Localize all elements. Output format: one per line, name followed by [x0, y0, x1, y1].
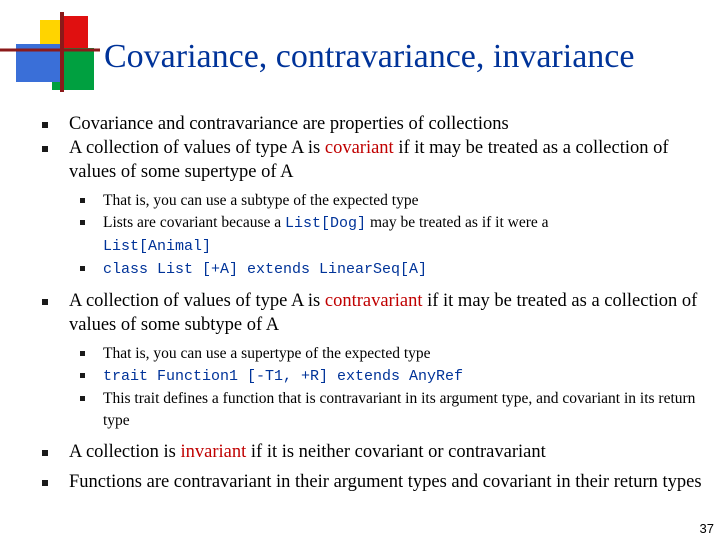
slide-title: Covariance, contravariance, invariance [104, 38, 635, 75]
bullet-marker [42, 299, 48, 305]
bullet-text: Covariance and contravariance are properties of collections [69, 114, 509, 134]
logo-red-square [60, 16, 88, 50]
bullet-text-pre: A collection of values of type A is [69, 291, 325, 311]
subbullet-text: This trait defines a function that is contravariant in its argument type, and covariant in its return type [103, 390, 696, 429]
bullet-covariance-definition [0, 112, 720, 136]
subbullet-list-class-code [0, 258, 720, 281]
bullet-marker [42, 122, 48, 128]
bullet-marker [80, 266, 85, 271]
subbullet-trait-description [0, 388, 720, 432]
bullet-text-pre: A collection is [69, 442, 181, 462]
subbullet-text-pre: Lists are covariant because a [103, 214, 286, 231]
bullet-marker [80, 373, 85, 378]
bullet-contravariant [0, 289, 720, 337]
code-trait-function1: trait Function1 [-T1, +R] extends AnyRef [103, 368, 464, 385]
page-number: 37 [699, 521, 714, 536]
keyword-invariant: invariant [180, 442, 247, 462]
slide-content [0, 112, 720, 494]
bullet-text-post: if it is neither covariant or contravariant [246, 442, 546, 462]
subbullet-text-mid: may be treated as if it were a [366, 214, 549, 231]
code-list-animal: List[Animal] [103, 238, 212, 255]
subbullet-text: That is, you can use a supertype of the expected type [103, 345, 431, 362]
keyword-contravariant: contravariant [324, 291, 423, 311]
subbullet-contravariant-supertype [0, 343, 720, 365]
bullet-text-post: if it may be treated as a collection of values of some subtype of A [69, 291, 698, 335]
bullet-marker [80, 351, 85, 356]
bullet-text-pre: A collection of values of type A is [69, 138, 325, 158]
subbullet-lists-covariant [0, 212, 720, 258]
bullet-marker [42, 480, 48, 486]
slide-logo [0, 0, 110, 100]
bullet-functions-variance [0, 470, 720, 494]
bullet-text-post: if it may be treated as a collection of values of some supertype of A [69, 138, 669, 182]
subbullet-function1-code [0, 365, 720, 388]
bullet-text: Functions are contravariant in their argument types and covariant in their return types [69, 472, 702, 492]
bullet-covariant [0, 136, 720, 184]
code-class-list: class List [+A] extends LinearSeq[A] [103, 261, 428, 278]
keyword-covariant: covariant [324, 138, 394, 158]
subbullet-text: That is, you can use a subtype of the expected type [103, 192, 419, 209]
bullet-marker [80, 220, 85, 225]
bullet-marker [42, 450, 48, 456]
bullet-invariant [0, 440, 720, 464]
bullet-marker [80, 198, 85, 203]
code-list-dog: List[Dog] [285, 215, 367, 232]
subbullet-covariant-subtype [0, 190, 720, 212]
bullet-marker [42, 146, 48, 152]
bullet-marker [80, 396, 85, 401]
